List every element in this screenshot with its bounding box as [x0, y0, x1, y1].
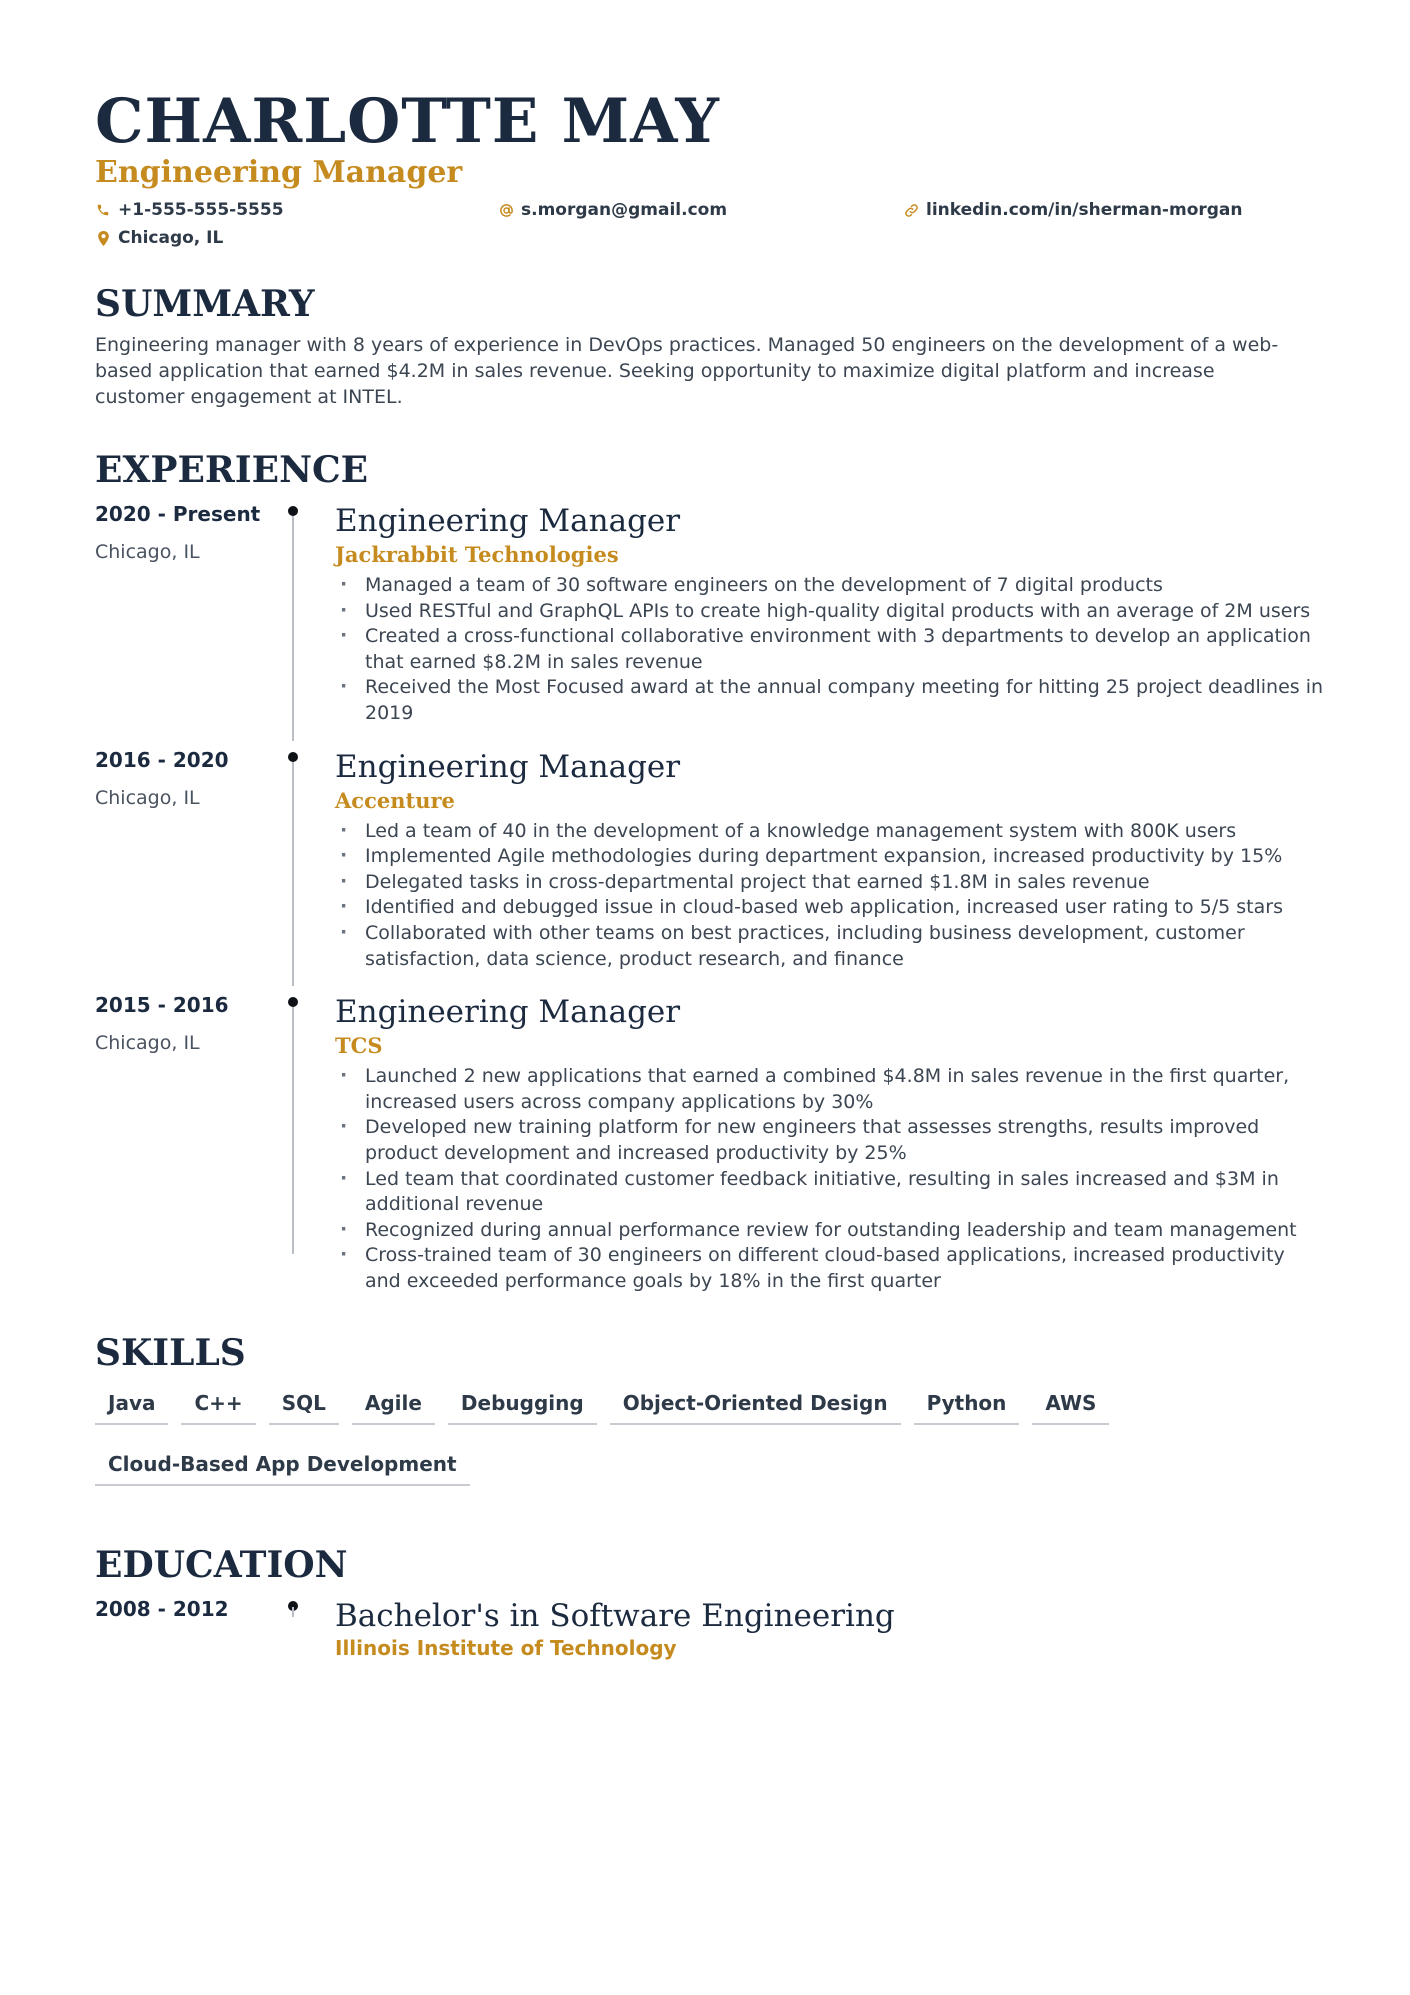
timeline-dot [288, 997, 298, 1007]
candidate-name: CHARLOTTE MAY [95, 86, 720, 157]
degree-title: Bachelor's in Software Engineering [335, 1598, 895, 1635]
skills-list [95, 1383, 1325, 1505]
bullet-item: · Identified and debugged issue in cloud-based web application, increased user rating to 5/5 stars [335, 895, 1325, 921]
entry-meta [95, 1595, 295, 1661]
entry-meta [95, 991, 295, 1294]
bullet-item: · Collaborated with other teams on best practices, including business development, customer satisfaction, data science, product research, and finance [335, 921, 1325, 972]
location-text: Chicago, IL [118, 228, 224, 248]
timeline-rail [292, 1003, 294, 1254]
skill-tag: SQL [269, 1383, 339, 1425]
bullet-item: · Received the Most Focused award at the annual company meeting for hitting 25 project deadlines in 2019 [335, 675, 1325, 726]
job-title: Engineering Manager [335, 503, 681, 539]
timeline-dot [288, 752, 298, 762]
job-bullets [335, 1064, 1325, 1294]
company-name: TCS [335, 1033, 383, 1059]
summary-heading: SUMMARY [95, 283, 315, 325]
entry-dates: 2016 - 2020 [95, 747, 229, 772]
company-name: Jackrabbit Technologies [335, 542, 619, 567]
phone-icon [95, 202, 111, 218]
bullet-item: · Implemented Agile methodologies during department expansion, increased productivity by 15% [335, 844, 1325, 870]
experience-heading: EXPERIENCE [95, 449, 369, 491]
job-bullets [335, 819, 1325, 973]
entry-details [335, 991, 1325, 1294]
skill-tag: Agile [352, 1383, 435, 1425]
education-timeline [95, 1595, 1325, 1661]
entry-details [335, 500, 1325, 727]
resume-page [95, 85, 1325, 1661]
at-icon [498, 202, 514, 218]
job-title: Engineering Manager [335, 748, 681, 785]
summary-text: Engineering manager with 8 years of experience in DevOps practices. Managed 50 engineers on the development of a web-based application that earned $4.2M in sales revenue. Seeking opportunity to maximize digital platform and increase customer engagement at INTEL. [95, 334, 1279, 408]
entry-meta [95, 500, 295, 727]
education-section [95, 1543, 1325, 1661]
location-row [95, 225, 1325, 253]
bullet-item: · Delegated tasks in cross-departmental project that earned $1.8M in sales revenue [335, 870, 1325, 896]
entry-dates: 2015 - 2016 [95, 993, 229, 1018]
email-text: s.morgan@gmail.com [521, 200, 728, 220]
entry-location: Chicago, IL [95, 786, 200, 809]
skill-tag: AWS [1032, 1383, 1109, 1425]
skill-tag: C++ [181, 1383, 255, 1425]
entry-location: Chicago, IL [95, 1032, 200, 1055]
timeline-rail [292, 512, 294, 741]
bullet-item: · Cross-trained team of 30 engineers on different cloud-based applications, increased productivity and exceeded performance goals by 18% in the first quarter [335, 1243, 1325, 1294]
skill-tag: Object-Oriented Design [610, 1383, 901, 1425]
entry-location: Chicago, IL [95, 541, 200, 563]
experience-section [95, 448, 1325, 1294]
company-name: Accenture [335, 787, 455, 813]
location-pin-icon [95, 230, 111, 246]
skills-section [95, 1331, 1325, 1505]
experience-entry [95, 991, 1325, 1294]
timeline-dot [288, 506, 298, 516]
linkedin-contact[interactable] [903, 197, 1243, 223]
bullet-item: · Recognized during annual performance review for outstanding leadership and team management [335, 1218, 1325, 1244]
candidate-role: Engineering Manager [95, 155, 463, 190]
experience-timeline [95, 500, 1325, 1294]
timeline-rail [292, 1607, 294, 1617]
entry-details [335, 746, 1325, 973]
skills-heading: SKILLS [95, 1332, 246, 1375]
entry-meta [95, 746, 295, 973]
phone-text: +1-555-555-5555 [118, 200, 284, 220]
bullet-item: · Used RESTful and GraphQL APIs to create high-quality digital products with an average of 2M users [335, 599, 1325, 625]
school-name: Illinois Institute of Technology [335, 1636, 677, 1661]
entry-dates: 2008 - 2012 [95, 1597, 229, 1622]
timeline-rail [292, 758, 294, 987]
education-heading: EDUCATION [95, 1544, 348, 1587]
experience-entry [95, 746, 1325, 973]
summary-section [95, 282, 1325, 410]
experience-entry [95, 500, 1325, 727]
link-icon [903, 202, 919, 218]
linkedin-text: linkedin.com/in/sherman-morgan [926, 200, 1243, 220]
phone-contact[interactable] [95, 197, 284, 223]
bullet-item: · Led a team of 40 in the development of a knowledge management system with 800K users [335, 819, 1325, 845]
bullet-item: · Developed new training platform for new engineers that assesses strengths, results improved product development and increased productivity by 25% [335, 1115, 1325, 1166]
email-contact[interactable] [498, 197, 727, 223]
bullet-item: · Led team that coordinated customer feedback initiative, resulting in sales increased and $3M in additional revenue [335, 1167, 1325, 1218]
skill-tag: Python [914, 1383, 1020, 1425]
job-bullets [335, 573, 1325, 727]
location-contact [95, 225, 223, 251]
skill-tag: Cloud-Based App Development [95, 1444, 470, 1486]
skill-tag: Debugging [448, 1383, 597, 1425]
contact-row [95, 197, 1325, 225]
entry-dates: 2020 - Present [95, 502, 261, 526]
education-entry [95, 1595, 1325, 1661]
skill-tag: Java [95, 1383, 168, 1425]
job-title: Engineering Manager [335, 994, 681, 1031]
entry-details [335, 1595, 1325, 1661]
bullet-item: · Launched 2 new applications that earned a combined $4.8M in sales revenue in the first quarter, increased users across company applications by 30% [335, 1064, 1325, 1115]
bullet-item: · Managed a team of 30 software engineers on the development of 7 digital products [335, 573, 1325, 599]
bullet-item: · Created a cross-functional collaborative environment with 3 departments to develop an application that earned $8.2M in sales revenue [335, 624, 1325, 675]
